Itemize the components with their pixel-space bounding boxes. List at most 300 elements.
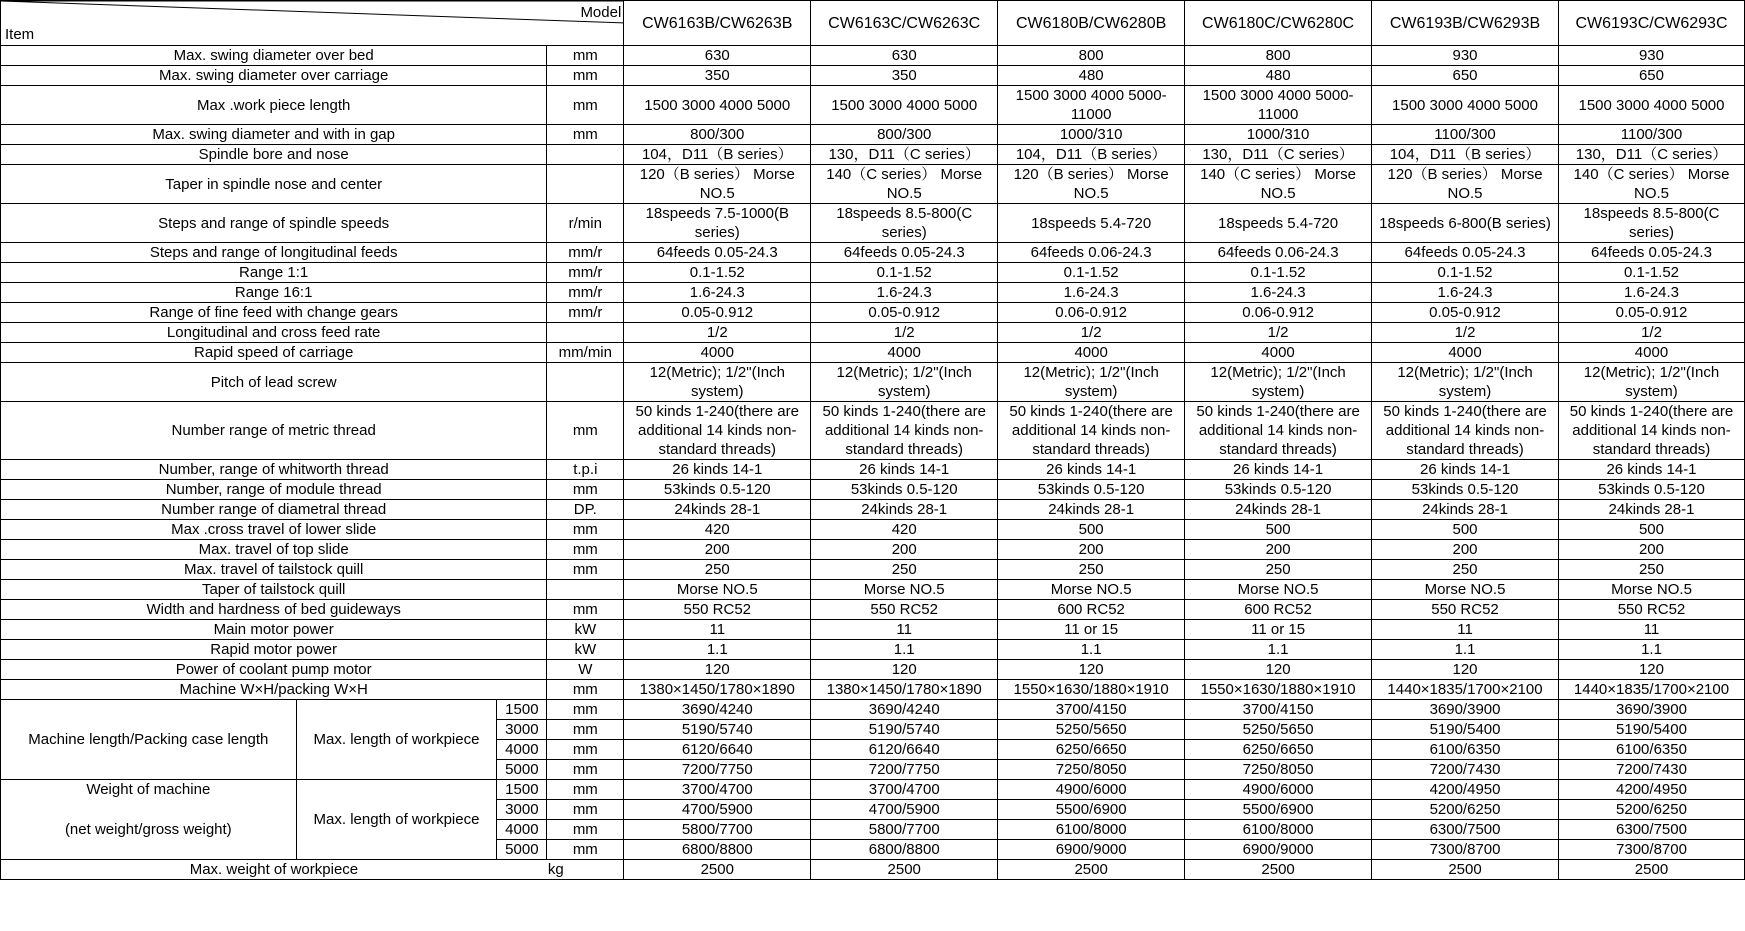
value-cell: 1.6-24.3 bbox=[624, 283, 811, 303]
value-cell: 200 bbox=[1372, 540, 1559, 560]
value-cell: 5190/5400 bbox=[1558, 720, 1744, 740]
spec-row bbox=[1, 363, 1745, 402]
spec-row bbox=[1, 145, 1745, 165]
spec-row bbox=[1, 520, 1745, 540]
value-cell: 550 RC52 bbox=[811, 600, 998, 620]
value-cell: 630 bbox=[811, 46, 998, 66]
weight-row bbox=[1, 780, 1745, 800]
value-cell: 26 kinds 14-1 bbox=[1185, 460, 1372, 480]
value-cell: 630 bbox=[624, 46, 811, 66]
unit-cell bbox=[547, 165, 624, 204]
value-cell: 50 kinds 1-240(there are additional 14 kinds non-standard threads) bbox=[811, 402, 998, 460]
value-cell: 24kinds 28-1 bbox=[998, 500, 1185, 520]
value-cell: 6100/8000 bbox=[1185, 820, 1372, 840]
unit-cell bbox=[547, 580, 624, 600]
spec-row bbox=[1, 460, 1745, 480]
value-cell: 250 bbox=[1372, 560, 1559, 580]
unit-cell bbox=[547, 323, 624, 343]
value-cell: 4700/5900 bbox=[811, 800, 998, 820]
weight-sub-label: Max. length of workpiece bbox=[296, 780, 497, 860]
value-cell: 53kinds 0.5-120 bbox=[998, 480, 1185, 500]
value-cell: 6800/8800 bbox=[624, 840, 811, 860]
value-cell: 1500 3000 4000 5000 bbox=[1372, 86, 1559, 125]
value-cell: 7250/8050 bbox=[1185, 760, 1372, 780]
value-cell: 350 bbox=[811, 66, 998, 86]
value-cell: 11 bbox=[811, 620, 998, 640]
value-cell: 6300/7500 bbox=[1558, 820, 1744, 840]
value-cell: 1550×1630/1880×1910 bbox=[1185, 680, 1372, 700]
item-label: Pitch of lead screw bbox=[1, 363, 547, 402]
value-cell: 500 bbox=[1185, 520, 1372, 540]
value-cell: 12(Metric); 1/2"(Inch system) bbox=[811, 363, 998, 402]
weight-group-label-2: (net weight/gross weight) bbox=[1, 800, 297, 860]
spec-row bbox=[1, 343, 1745, 363]
value-cell: 24kinds 28-1 bbox=[1185, 500, 1372, 520]
item-label: Max .cross travel of lower slide bbox=[1, 520, 547, 540]
value-cell: 2500 bbox=[1372, 860, 1559, 880]
item-label: Max. swing diameter over carriage bbox=[1, 66, 547, 86]
spec-row bbox=[1, 580, 1745, 600]
value-cell: 420 bbox=[624, 520, 811, 540]
item-label: Max .work piece length bbox=[1, 86, 547, 125]
value-cell: 0.05-0.912 bbox=[811, 303, 998, 323]
value-cell: 500 bbox=[1558, 520, 1744, 540]
value-cell: 1.6-24.3 bbox=[1372, 283, 1559, 303]
value-cell: 4000 bbox=[998, 343, 1185, 363]
value-cell: 800 bbox=[998, 46, 1185, 66]
value-cell: 1380×1450/1780×1890 bbox=[624, 680, 811, 700]
value-cell: 3700/4150 bbox=[998, 700, 1185, 720]
value-cell: 53kinds 0.5-120 bbox=[1372, 480, 1559, 500]
value-cell: 4900/6000 bbox=[1185, 780, 1372, 800]
unit-cell: mm bbox=[547, 560, 624, 580]
value-cell: 104，D11（B series） bbox=[624, 145, 811, 165]
value-cell: 24kinds 28-1 bbox=[1558, 500, 1744, 520]
spec-row bbox=[1, 66, 1745, 86]
unit-cell: mm bbox=[547, 66, 624, 86]
value-cell: 600 RC52 bbox=[1185, 600, 1372, 620]
spec-row bbox=[1, 500, 1745, 520]
unit-cell: kg bbox=[547, 860, 624, 880]
value-cell: 1500 3000 4000 5000 bbox=[1558, 86, 1744, 125]
unit-cell bbox=[547, 145, 624, 165]
length-value: 3000 bbox=[497, 720, 547, 740]
weight-row bbox=[1, 800, 1745, 820]
value-cell: 6100/6350 bbox=[1372, 740, 1559, 760]
value-cell: 120（B series） Morse NO.5 bbox=[1372, 165, 1559, 204]
value-cell: 1/2 bbox=[1372, 323, 1559, 343]
value-cell: 6800/8800 bbox=[811, 840, 998, 860]
value-cell: 0.1-1.52 bbox=[1558, 263, 1744, 283]
value-cell: 18speeds 8.5-800(C series) bbox=[811, 204, 998, 243]
value-cell: 200 bbox=[998, 540, 1185, 560]
value-cell: 7300/8700 bbox=[1372, 840, 1559, 860]
value-cell: 550 RC52 bbox=[624, 600, 811, 620]
value-cell: 3700/4150 bbox=[1185, 700, 1372, 720]
value-cell: 26 kinds 14-1 bbox=[1372, 460, 1559, 480]
value-cell: 120 bbox=[1185, 660, 1372, 680]
item-header-label: Item bbox=[5, 26, 35, 43]
value-cell: 1000/310 bbox=[1185, 125, 1372, 145]
value-cell: 800/300 bbox=[624, 125, 811, 145]
unit-cell: mm bbox=[547, 720, 624, 740]
value-cell: 0.1-1.52 bbox=[998, 263, 1185, 283]
value-cell: 12(Metric); 1/2"(Inch system) bbox=[1372, 363, 1559, 402]
value-cell: 1380×1450/1780×1890 bbox=[811, 680, 998, 700]
value-cell: 11 bbox=[1372, 620, 1559, 640]
unit-cell: t.p.i bbox=[547, 460, 624, 480]
value-cell: 1.6-24.3 bbox=[811, 283, 998, 303]
value-cell: 1.1 bbox=[998, 640, 1185, 660]
unit-cell: mm bbox=[547, 402, 624, 460]
item-label: Max. weight of workpiece bbox=[1, 860, 547, 880]
value-cell: 1500 3000 4000 5000-11000 bbox=[1185, 86, 1372, 125]
item-label: Taper in spindle nose and center bbox=[1, 165, 547, 204]
value-cell: 26 kinds 14-1 bbox=[624, 460, 811, 480]
max-weight-row bbox=[1, 860, 1745, 880]
value-cell: 650 bbox=[1372, 66, 1559, 86]
value-cell: 250 bbox=[1185, 560, 1372, 580]
spec-row bbox=[1, 204, 1745, 243]
model-header: CW6163C/CW6263C bbox=[811, 1, 998, 46]
value-cell: 200 bbox=[1185, 540, 1372, 560]
header-diagonal-cell bbox=[1, 1, 624, 46]
spec-row bbox=[1, 303, 1745, 323]
value-cell: 5250/5650 bbox=[1185, 720, 1372, 740]
value-cell: 1/2 bbox=[1558, 323, 1744, 343]
value-cell: 3700/4700 bbox=[624, 780, 811, 800]
unit-cell: mm bbox=[547, 740, 624, 760]
unit-cell: mm bbox=[547, 820, 624, 840]
item-label: Machine W×H/packing W×H bbox=[1, 680, 547, 700]
item-label: Number range of metric thread bbox=[1, 402, 547, 460]
value-cell: 2500 bbox=[1558, 860, 1744, 880]
value-cell: 3690/3900 bbox=[1558, 700, 1744, 720]
value-cell: 1550×1630/1880×1910 bbox=[998, 680, 1185, 700]
value-cell: 120 bbox=[624, 660, 811, 680]
value-cell: 11 or 15 bbox=[1185, 620, 1372, 640]
value-cell: 0.1-1.52 bbox=[1185, 263, 1372, 283]
unit-cell: mm bbox=[547, 86, 624, 125]
item-label: Rapid speed of carriage bbox=[1, 343, 547, 363]
value-cell: 1/2 bbox=[1185, 323, 1372, 343]
unit-cell: mm bbox=[547, 680, 624, 700]
value-cell: 50 kinds 1-240(there are additional 14 kinds non-standard threads) bbox=[1372, 402, 1559, 460]
length-value: 5000 bbox=[497, 840, 547, 860]
value-cell: 250 bbox=[998, 560, 1185, 580]
value-cell: 24kinds 28-1 bbox=[811, 500, 998, 520]
value-cell: 26 kinds 14-1 bbox=[811, 460, 998, 480]
value-cell: 5500/6900 bbox=[998, 800, 1185, 820]
value-cell: 18speeds 6-800(B series) bbox=[1372, 204, 1559, 243]
spec-row bbox=[1, 620, 1745, 640]
unit-cell: mm bbox=[547, 760, 624, 780]
value-cell: 1000/310 bbox=[998, 125, 1185, 145]
model-header: CW6193B/CW6293B bbox=[1372, 1, 1559, 46]
unit-cell: mm bbox=[547, 800, 624, 820]
value-cell: 64feeds 0.05-24.3 bbox=[1558, 243, 1744, 263]
spec-row bbox=[1, 86, 1745, 125]
value-cell: 12(Metric); 1/2"(Inch system) bbox=[998, 363, 1185, 402]
value-cell: 2500 bbox=[1185, 860, 1372, 880]
value-cell: 6900/9000 bbox=[1185, 840, 1372, 860]
value-cell: 1.6-24.3 bbox=[998, 283, 1185, 303]
value-cell: 140（C series） Morse NO.5 bbox=[1558, 165, 1744, 204]
value-cell: 200 bbox=[624, 540, 811, 560]
value-cell: 1.1 bbox=[1558, 640, 1744, 660]
value-cell: 24kinds 28-1 bbox=[624, 500, 811, 520]
value-cell: Morse NO.5 bbox=[998, 580, 1185, 600]
spec-row bbox=[1, 263, 1745, 283]
value-cell: 7200/7430 bbox=[1372, 760, 1559, 780]
value-cell: 50 kinds 1-240(there are additional 14 kinds non-standard threads) bbox=[1185, 402, 1372, 460]
value-cell: 6120/6640 bbox=[624, 740, 811, 760]
value-cell: 5250/5650 bbox=[998, 720, 1185, 740]
value-cell: 0.06-0.912 bbox=[1185, 303, 1372, 323]
value-cell: 800/300 bbox=[811, 125, 998, 145]
value-cell: 6100/8000 bbox=[998, 820, 1185, 840]
spec-row bbox=[1, 243, 1745, 263]
value-cell: 200 bbox=[1558, 540, 1744, 560]
item-label: Number range of diametral thread bbox=[1, 500, 547, 520]
model-header: CW6163B/CW6263B bbox=[624, 1, 811, 46]
value-cell: 2500 bbox=[624, 860, 811, 880]
value-cell: 1.1 bbox=[1372, 640, 1559, 660]
item-label: Range 16:1 bbox=[1, 283, 547, 303]
value-cell: 24kinds 28-1 bbox=[1372, 500, 1559, 520]
value-cell: 5190/5400 bbox=[1372, 720, 1559, 740]
value-cell: 0.05-0.912 bbox=[1558, 303, 1744, 323]
value-cell: Morse NO.5 bbox=[1185, 580, 1372, 600]
unit-cell: kW bbox=[547, 640, 624, 660]
unit-cell: r/min bbox=[547, 204, 624, 243]
unit-cell: mm bbox=[547, 46, 624, 66]
value-cell: 480 bbox=[998, 66, 1185, 86]
value-cell: 550 RC52 bbox=[1558, 600, 1744, 620]
value-cell: 11 or 15 bbox=[998, 620, 1185, 640]
unit-cell: mm/r bbox=[547, 263, 624, 283]
value-cell: 11 bbox=[624, 620, 811, 640]
spec-row bbox=[1, 540, 1745, 560]
value-cell: 5200/6250 bbox=[1372, 800, 1559, 820]
value-cell: 250 bbox=[624, 560, 811, 580]
value-cell: 4700/5900 bbox=[624, 800, 811, 820]
value-cell: 4900/6000 bbox=[998, 780, 1185, 800]
length-row bbox=[1, 700, 1745, 720]
value-cell: Morse NO.5 bbox=[811, 580, 998, 600]
value-cell: 0.05-0.912 bbox=[624, 303, 811, 323]
spec-row bbox=[1, 46, 1745, 66]
spec-row bbox=[1, 680, 1745, 700]
unit-cell: mm/r bbox=[547, 243, 624, 263]
spec-row bbox=[1, 402, 1745, 460]
value-cell: 1.1 bbox=[811, 640, 998, 660]
item-label: Range of fine feed with change gears bbox=[1, 303, 547, 323]
value-cell: 1500 3000 4000 5000 bbox=[811, 86, 998, 125]
value-cell: 420 bbox=[811, 520, 998, 540]
value-cell: 6100/6350 bbox=[1558, 740, 1744, 760]
spec-row bbox=[1, 640, 1745, 660]
length-group-label: Machine length/Packing case length bbox=[1, 700, 297, 780]
value-cell: 1.6-24.3 bbox=[1558, 283, 1744, 303]
item-label: Spindle bore and nose bbox=[1, 145, 547, 165]
length-value: 1500 bbox=[497, 780, 547, 800]
value-cell: 26 kinds 14-1 bbox=[1558, 460, 1744, 480]
value-cell: 4000 bbox=[811, 343, 998, 363]
spec-row bbox=[1, 323, 1745, 343]
value-cell: 1.1 bbox=[624, 640, 811, 660]
unit-cell bbox=[547, 363, 624, 402]
value-cell: 6900/9000 bbox=[998, 840, 1185, 860]
value-cell: 130，D11（C series） bbox=[1558, 145, 1744, 165]
value-cell: 1/2 bbox=[624, 323, 811, 343]
unit-cell: mm bbox=[547, 840, 624, 860]
unit-cell: mm bbox=[547, 600, 624, 620]
value-cell: 6300/7500 bbox=[1372, 820, 1559, 840]
value-cell: 1.6-24.3 bbox=[1185, 283, 1372, 303]
value-cell: 18speeds 8.5-800(C series) bbox=[1558, 204, 1744, 243]
item-label: Max. travel of tailstock quill bbox=[1, 560, 547, 580]
item-label: Max. swing diameter and with in gap bbox=[1, 125, 547, 145]
spec-row bbox=[1, 480, 1745, 500]
value-cell: 64feeds 0.06-24.3 bbox=[998, 243, 1185, 263]
value-cell: 53kinds 0.5-120 bbox=[1558, 480, 1744, 500]
item-label: Max. swing diameter over bed bbox=[1, 46, 547, 66]
value-cell: 930 bbox=[1558, 46, 1744, 66]
value-cell: 3700/4700 bbox=[811, 780, 998, 800]
value-cell: 12(Metric); 1/2"(Inch system) bbox=[624, 363, 811, 402]
unit-cell: mm bbox=[547, 480, 624, 500]
unit-cell: mm bbox=[547, 520, 624, 540]
value-cell: 480 bbox=[1185, 66, 1372, 86]
value-cell: 4000 bbox=[1372, 343, 1559, 363]
value-cell: 5800/7700 bbox=[811, 820, 998, 840]
item-label: Number, range of whitworth thread bbox=[1, 460, 547, 480]
value-cell: 5800/7700 bbox=[624, 820, 811, 840]
value-cell: 3690/3900 bbox=[1372, 700, 1559, 720]
value-cell: 140（C series） Morse NO.5 bbox=[1185, 165, 1372, 204]
item-label: Longitudinal and cross feed rate bbox=[1, 323, 547, 343]
value-cell: 50 kinds 1-240(there are additional 14 kinds non-standard threads) bbox=[624, 402, 811, 460]
value-cell: Morse NO.5 bbox=[1558, 580, 1744, 600]
value-cell: 140（C series） Morse NO.5 bbox=[811, 165, 998, 204]
value-cell: 7250/8050 bbox=[998, 760, 1185, 780]
length-value: 3000 bbox=[497, 800, 547, 820]
value-cell: 50 kinds 1-240(there are additional 14 kinds non-standard threads) bbox=[998, 402, 1185, 460]
value-cell: 1500 3000 4000 5000-11000 bbox=[998, 86, 1185, 125]
value-cell: 930 bbox=[1372, 46, 1559, 66]
value-cell: 18speeds 5.4-720 bbox=[1185, 204, 1372, 243]
value-cell: 104，D11（B series） bbox=[1372, 145, 1559, 165]
value-cell: 2500 bbox=[998, 860, 1185, 880]
value-cell: 6250/6650 bbox=[998, 740, 1185, 760]
model-header-label: Model bbox=[580, 4, 622, 21]
item-label: Steps and range of longitudinal feeds bbox=[1, 243, 547, 263]
unit-cell: mm/min bbox=[547, 343, 624, 363]
value-cell: 1.1 bbox=[1185, 640, 1372, 660]
value-cell: 120 bbox=[1372, 660, 1559, 680]
value-cell: 4000 bbox=[1185, 343, 1372, 363]
diagonal-lines bbox=[1, 1, 624, 45]
value-cell: 6120/6640 bbox=[811, 740, 998, 760]
model-header: CW6193C/CW6293C bbox=[1558, 1, 1744, 46]
value-cell: Morse NO.5 bbox=[1372, 580, 1559, 600]
value-cell: 11 bbox=[1558, 620, 1744, 640]
value-cell: 64feeds 0.05-24.3 bbox=[1372, 243, 1559, 263]
unit-cell: mm/r bbox=[547, 303, 624, 323]
value-cell: 120 bbox=[998, 660, 1185, 680]
value-cell: 1440×1835/1700×2100 bbox=[1372, 680, 1559, 700]
value-cell: 0.05-0.912 bbox=[1372, 303, 1559, 323]
model-header: CW6180C/CW6280C bbox=[1185, 1, 1372, 46]
unit-cell: W bbox=[547, 660, 624, 680]
unit-cell: mm bbox=[547, 540, 624, 560]
value-cell: 7200/7430 bbox=[1558, 760, 1744, 780]
value-cell: 7300/8700 bbox=[1558, 840, 1744, 860]
value-cell: 1500 3000 4000 5000 bbox=[624, 86, 811, 125]
value-cell: 5190/5740 bbox=[811, 720, 998, 740]
spec-row bbox=[1, 600, 1745, 620]
value-cell: 4000 bbox=[1558, 343, 1744, 363]
value-cell: 50 kinds 1-240(there are additional 14 kinds non-standard threads) bbox=[1558, 402, 1744, 460]
value-cell: 53kinds 0.5-120 bbox=[1185, 480, 1372, 500]
value-cell: 64feeds 0.05-24.3 bbox=[624, 243, 811, 263]
value-cell: 1100/300 bbox=[1372, 125, 1559, 145]
value-cell: 130，D11（C series） bbox=[1185, 145, 1372, 165]
value-cell: 4200/4950 bbox=[1372, 780, 1559, 800]
value-cell: 0.1-1.52 bbox=[624, 263, 811, 283]
header-row bbox=[1, 1, 1745, 46]
length-value: 4000 bbox=[497, 820, 547, 840]
value-cell: 4200/4950 bbox=[1558, 780, 1744, 800]
item-label: Rapid motor power bbox=[1, 640, 547, 660]
value-cell: 500 bbox=[1372, 520, 1559, 540]
value-cell: 18speeds 5.4-720 bbox=[998, 204, 1185, 243]
value-cell: 7200/7750 bbox=[811, 760, 998, 780]
value-cell: 12(Metric); 1/2"(Inch system) bbox=[1558, 363, 1744, 402]
value-cell: 0.06-0.912 bbox=[998, 303, 1185, 323]
value-cell: 5190/5740 bbox=[624, 720, 811, 740]
model-header: CW6180B/CW6280B bbox=[998, 1, 1185, 46]
value-cell: 64feeds 0.05-24.3 bbox=[811, 243, 998, 263]
spec-row bbox=[1, 560, 1745, 580]
unit-cell: mm bbox=[547, 700, 624, 720]
item-label: Range 1:1 bbox=[1, 263, 547, 283]
item-label: Steps and range of spindle speeds bbox=[1, 204, 547, 243]
value-cell: 250 bbox=[1558, 560, 1744, 580]
spec-row bbox=[1, 125, 1745, 145]
unit-cell: mm/r bbox=[547, 283, 624, 303]
length-value: 1500 bbox=[497, 700, 547, 720]
value-cell: 1440×1835/1700×2100 bbox=[1558, 680, 1744, 700]
value-cell: 800 bbox=[1185, 46, 1372, 66]
value-cell: 2500 bbox=[811, 860, 998, 880]
item-label: Max. travel of top slide bbox=[1, 540, 547, 560]
length-sub-label: Max. length of workpiece bbox=[296, 700, 497, 780]
value-cell: 5500/6900 bbox=[1185, 800, 1372, 820]
item-label: Width and hardness of bed guideways bbox=[1, 600, 547, 620]
length-value: 4000 bbox=[497, 740, 547, 760]
value-cell: 200 bbox=[811, 540, 998, 560]
value-cell: 5200/6250 bbox=[1558, 800, 1744, 820]
weight-group-label: Weight of machine bbox=[1, 780, 297, 800]
spec-row bbox=[1, 660, 1745, 680]
unit-cell: mm bbox=[547, 780, 624, 800]
item-label: Power of coolant pump motor bbox=[1, 660, 547, 680]
value-cell: 7200/7750 bbox=[624, 760, 811, 780]
value-cell: 6250/6650 bbox=[1185, 740, 1372, 760]
value-cell: 0.1-1.52 bbox=[1372, 263, 1559, 283]
